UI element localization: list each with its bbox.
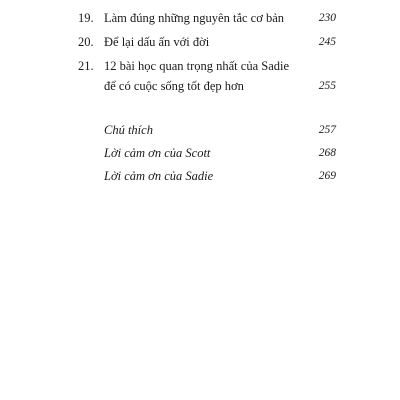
chapter-title-line-1: 12 bài học quan trọng nhất của Sadie: [104, 59, 290, 73]
chapter-title-line-2: để có cuộc sống tốt đẹp hơn: [104, 79, 244, 93]
chapter-number: 19.: [78, 11, 94, 25]
chapter-number: 20.: [78, 35, 94, 49]
toc-entry-21: [78, 56, 336, 96]
page-number: 257: [318, 124, 336, 136]
back-matter-title: Chú thích: [104, 123, 153, 137]
back-matter-scott-thanks: [104, 143, 336, 163]
chapter-number: 21.: [78, 59, 94, 73]
back-matter-title: Lời cảm ơn của Sadie: [104, 169, 214, 183]
page-number: 245: [318, 36, 336, 48]
page-number: 255: [318, 80, 336, 92]
chapter-title: Để lại dấu ấn với đời: [104, 35, 210, 49]
page-number: 269: [318, 170, 336, 182]
back-matter-title: Lời cảm ơn của Scott: [104, 146, 211, 160]
back-matter-notes: [104, 120, 336, 140]
back-matter-sadie-thanks: [104, 166, 336, 186]
page-number: 268: [318, 147, 336, 159]
page-number: 230: [318, 12, 336, 24]
chapter-title: Làm đúng những nguyên tắc cơ bản: [104, 11, 285, 25]
